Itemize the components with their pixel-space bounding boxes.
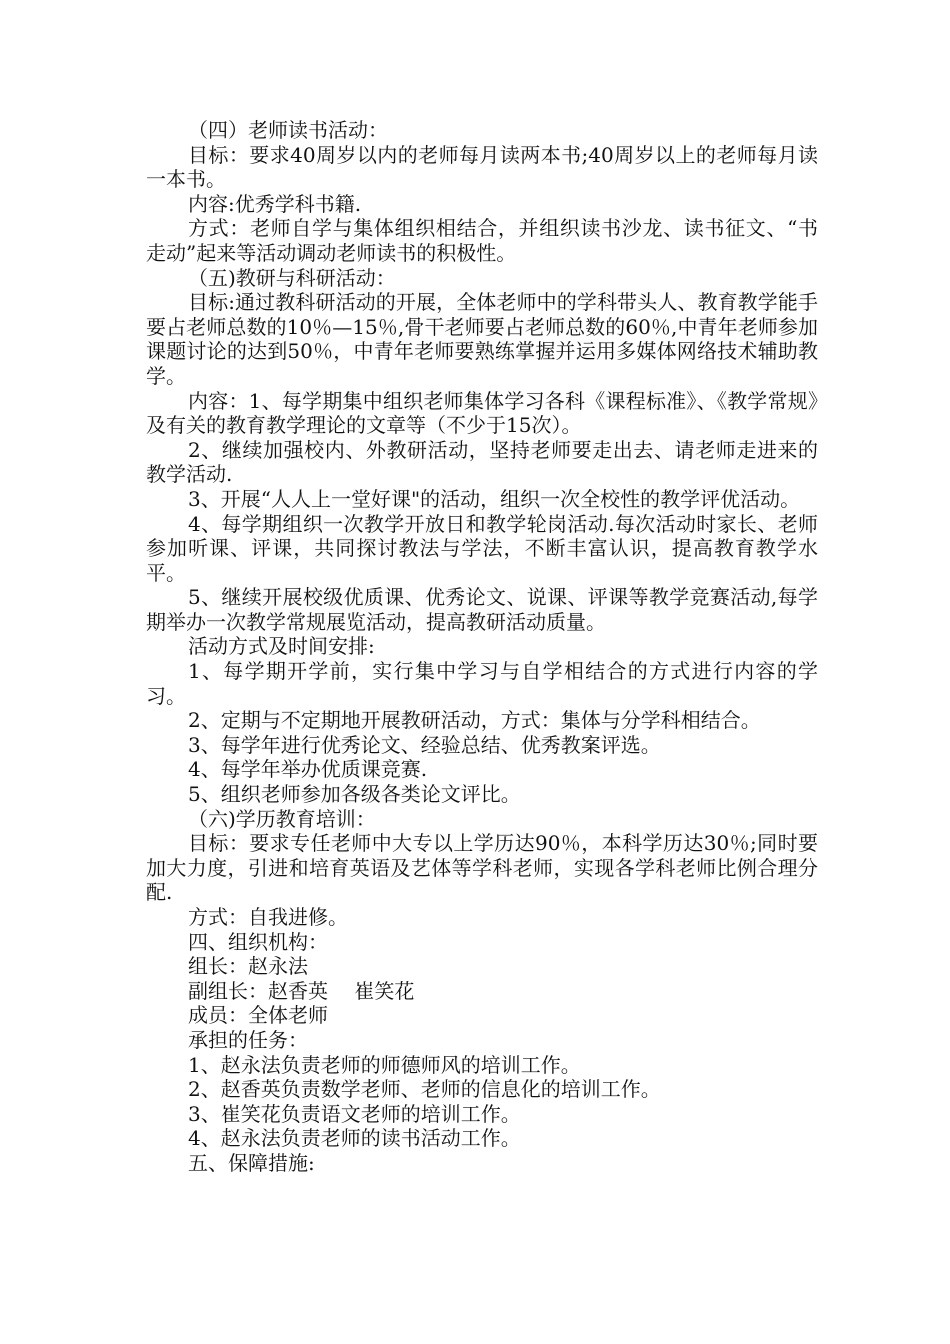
paragraph-research-content-4: 4、每学期组织一次教学开放日和教学轮岗活动.每次活动时家长、老师参加听课、评课，共同探讨教法与学法，不断丰富认识，提高教育教学水平。 xyxy=(146,511,818,585)
section-heading-reading: （四）老师读书活动： xyxy=(188,118,388,142)
paragraph-schedule-2: 2、定期与不定期地开展教研活动，方式：集体与分学科相结合。 xyxy=(188,708,761,733)
paragraph-education-goal: 目标：要求专任老师中大专以上学历达90％，本科学历达30％;同时要加大力度，引进和培育英语及艺体等学科老师，实现各学科老师比例合理分配. xyxy=(146,831,818,905)
paragraph-schedule-heading: 活动方式及时间安排: xyxy=(188,634,375,659)
paragraph-task-4: 4、赵永法负责老师的读书活动工作。 xyxy=(188,1126,521,1151)
paragraph-task-3: 3、崔笑花负责语文老师的培训工作。 xyxy=(188,1101,521,1126)
paragraph-tasks-heading: 承担的任务： xyxy=(188,1027,308,1052)
paragraph-reading-goal: 目标：要求40周岁以内的老师每月读两本书;40周岁以上的老师每月读一本书。 xyxy=(146,142,818,192)
paragraph-education-method: 方式：自我进修。 xyxy=(188,905,348,929)
paragraph-schedule-5: 5、组织老师参加各级各类论文评比。 xyxy=(188,782,521,807)
paragraph-reading-content: 内容:优秀学科书籍. xyxy=(188,191,362,216)
paragraph-deputy-leader: 副组长：赵香英 崔笑花 xyxy=(188,978,415,1003)
paragraph-research-content-1: 内容：1、每学期集中组织老师集体学习各科《课程标准》、《教学常规》及有关的教育教学理论的文章等（不少于15次）。 xyxy=(146,388,818,438)
paragraph-schedule-3: 3、每学年进行优秀论文、经验总结、优秀教案评选。 xyxy=(188,732,661,757)
paragraph-leader: 组长：赵永法 xyxy=(188,954,308,979)
paragraph-members: 成员：全体老师 xyxy=(188,1003,328,1028)
paragraph-task-2: 2、赵香英负责数学老师、老师的信息化的培训工作。 xyxy=(188,1077,661,1102)
paragraph-research-content-2: 2、继续加强校内、外教研活动，坚持老师要走出去、请老师走进来的教学活动. xyxy=(146,437,818,487)
paragraph-research-content-5: 5、继续开展校级优质课、优秀论文、说课、评课等教学竞赛活动,每学期举办一次教学常规展览活动，提高教研活动质量。 xyxy=(146,585,818,634)
paragraph-schedule-1: 1、每学期开学前，实行集中学习与自学相结合的方式进行内容的学习。 xyxy=(146,659,818,708)
document-body xyxy=(146,118,818,1176)
paragraph-research-goal: 目标:通过教科研活动的开展，全体老师中的学科带头人、教育教学能手要占老师总数的10％—15％,骨干老师要占老师总数的60％,中青年老师参加课题讨论的达到50％，中青年老师要熟练掌握并运用多媒体网络技术辅助教学。 xyxy=(146,290,818,388)
paragraph-schedule-4: 4、每学年举办优质课竞赛. xyxy=(188,757,428,782)
section-heading-organization: 四、组织机构： xyxy=(188,929,328,954)
paragraph-research-content-3: 3、开展“人人上一堂好课"的活动，组织一次全校性的教学评优活动。 xyxy=(188,486,801,511)
section-heading-research: （五)教研与科研活动： xyxy=(188,265,396,290)
paragraph-reading-method: 方式：老师自学与集体组织相结合，并组织读书沙龙、读书征文、“书走动”起来等活动调动老师读书的积极性。 xyxy=(146,216,818,265)
section-heading-education: （六)学历教育培训： xyxy=(188,806,376,831)
paragraph-task-1: 1、赵永法负责老师的师德师风的培训工作。 xyxy=(188,1052,581,1077)
section-heading-safeguards: 五、保障措施: xyxy=(188,1150,315,1175)
